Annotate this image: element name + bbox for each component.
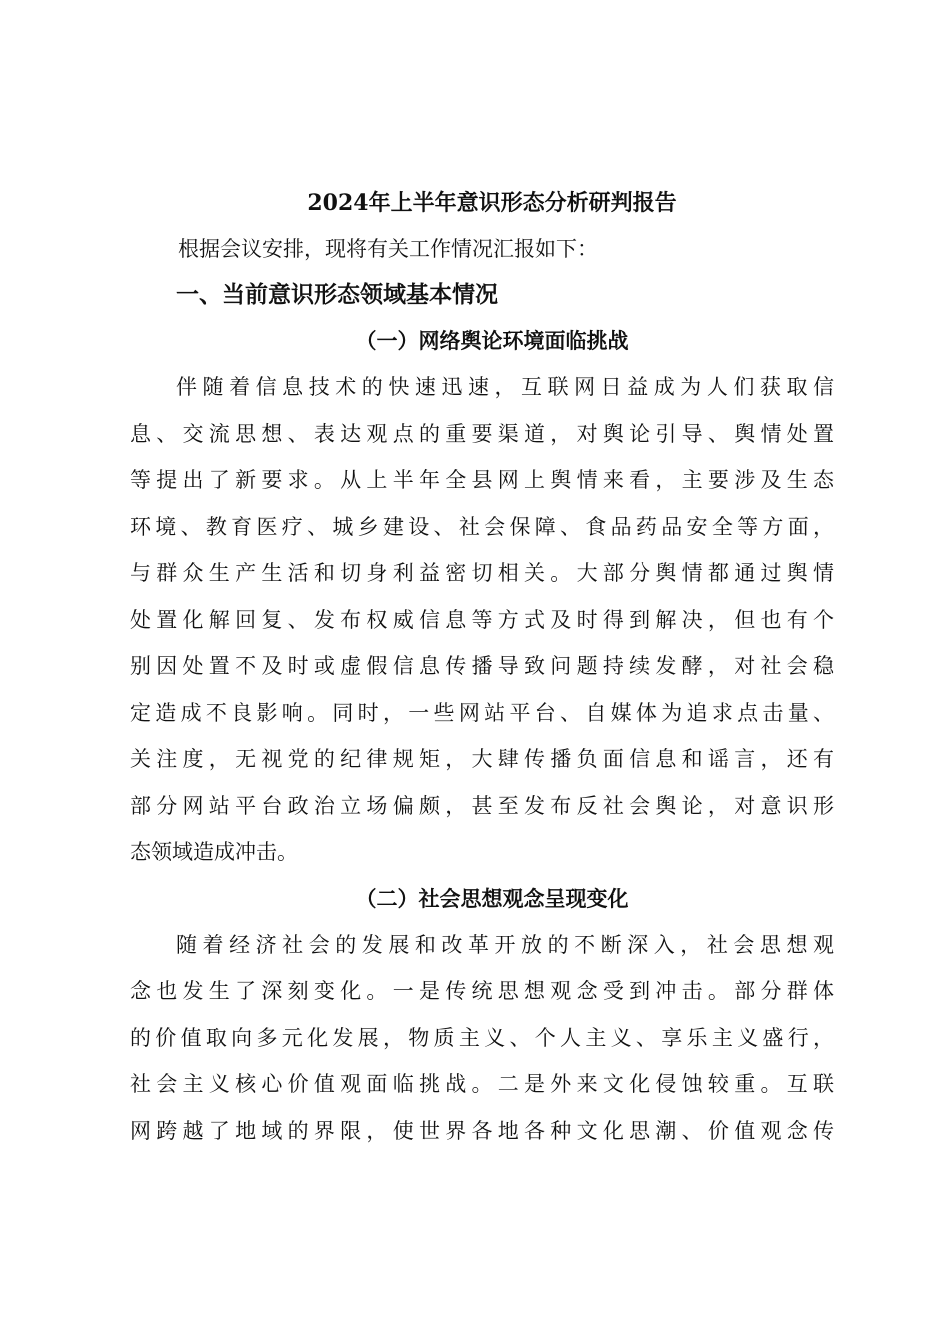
intro-paragraph: 根据会议安排，现将有关工作情况汇报如下： — [178, 237, 598, 261]
paragraph-line: 与群众生产生活和切身利益密切相关。大部分舆情都通过舆情 — [130, 561, 834, 585]
paragraph-line: 伴随着信息技术的快速迅速，互联网日益成为人们获取信 — [176, 375, 834, 399]
document-body — [130, 180, 834, 1154]
paragraph-line: 的价值取向多元化发展，物质主义、个人主义、享乐主义盛行， — [130, 1025, 834, 1050]
subsection-heading-2: （二）社会思想观念呈现变化 — [355, 885, 629, 911]
paragraph-line: 部分网站平台政治立场偏颇，甚至发布反社会舆论，对意识形 — [130, 793, 834, 818]
paragraph-line: 处置化解回复、发布权威信息等方式及时得到解决，但也有个 — [130, 607, 834, 632]
paragraph-line: 别因处置不及时或虚假信息传播导致问题持续发酵，对社会稳 — [130, 654, 834, 678]
paragraph-online-opinion — [130, 364, 834, 876]
subsection-heading-1: （一）网络舆论环境面临挑战 — [355, 328, 629, 353]
paragraph-line: 态领域造成冲击。 — [130, 840, 298, 864]
paragraph-line: 环境、教育医疗、城乡建设、社会保障、食品药品安全等方面， — [130, 514, 834, 539]
paragraph-line: 等提出了新要求。从上半年全县网上舆情来看，主要涉及生态 — [130, 468, 834, 492]
paragraph-line: 定造成不良影响。同时，一些网站平台、自媒体为追求点击量、 — [130, 700, 834, 725]
paragraph-line: 随着经济社会的发展和改革开放的不断深入，社会思想观 — [176, 932, 834, 957]
paragraph-line: 网跨越了地域的界限，使世界各地各种文化思潮、价值观念传 — [130, 1118, 834, 1143]
document-title: 2024年上半年意识形态分析研判报告 — [307, 190, 677, 216]
paragraph-line: 念也发生了深刻变化。一是传统思想观念受到冲击。部分群体 — [130, 979, 834, 1003]
paragraph-line: 关注度，无视党的纪律规矩，大肆传播负面信息和谣言，还有 — [130, 747, 834, 771]
paragraph-social-thought — [130, 922, 834, 1155]
section-heading-1: 一、当前意识形态领域基本情况 — [176, 282, 498, 308]
paragraph-line: 息、交流思想、表达观点的重要渠道，对舆论引导、舆情处置 — [130, 421, 834, 446]
paragraph-line: 社会主义核心价值观面临挑战。二是外来文化侵蚀较重。互联 — [130, 1072, 834, 1096]
